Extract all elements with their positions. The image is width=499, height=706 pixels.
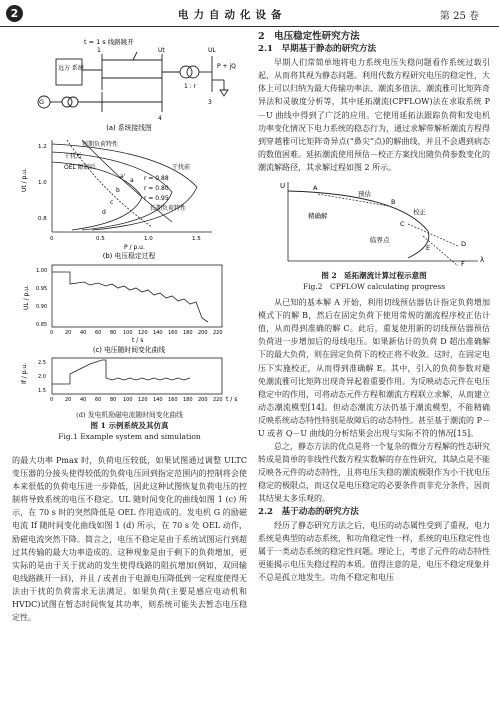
r-label-3: r = 0.95 <box>144 195 169 202</box>
c-ytick: 0.85 <box>36 322 48 328</box>
b-xtick: 0 <box>50 236 54 242</box>
c-xtick: 200 <box>198 330 208 336</box>
section-2-title: 2 电压稳定性研究方法 <box>258 31 360 42</box>
fig2-predict-label: 预估 <box>358 190 371 199</box>
c-xtick: 160 <box>168 330 178 336</box>
b-xtick: 1.0 <box>144 236 153 242</box>
d-xtick: 20 <box>65 397 72 403</box>
journal-title: 电力自动化设备 <box>178 9 287 21</box>
section-2-2-title: 2.2 基于动态的研究方法 <box>258 506 359 517</box>
point-b: b <box>116 187 120 194</box>
node-4-label: 4 <box>158 115 162 122</box>
fig2-point-c: C <box>400 220 405 229</box>
fig2-point-e: E <box>426 244 431 253</box>
c-xtick: 20 <box>65 330 72 336</box>
d-xtick: 220 <box>213 397 223 403</box>
fig2-exact-label: 精确解 <box>308 212 328 221</box>
right-paragraph-3: 经历了静态研究方法之后，电压的动态属性受到了重视，电力系统是典型的动态系统，和功角稳定性一样，系统的电压稳定性也属于一类动态系统的稳定性问题。理论上，考虑了元件的动态特性更能揭示电压失稳过程的本质。值得注意的是，电压不稳定现象并不总是孤立地发生。功角不稳定和电压 <box>258 520 490 582</box>
section-2-1-title: 2.1 早期基于静态的研究方法 <box>258 44 377 55</box>
volume-label: 第 25 卷 <box>439 11 479 22</box>
d-xtick: 140 <box>153 397 163 403</box>
subfig-b-caption: (b) 电压稳定过程 <box>102 252 156 260</box>
figure-2-caption-en: Fig.2 CPFLOW calculating progress <box>302 282 446 292</box>
fig2-point-f: F <box>461 260 465 269</box>
figure-1-graphics <box>12 32 247 410</box>
point-a: a <box>130 177 134 184</box>
d-xtick: 120 <box>138 397 148 403</box>
d-xtick: 200 <box>198 397 208 403</box>
left-paragraph: 的最大功率 Pmax 时，负荷电压较低，如果试图通过调整 ULTC 变压器的分接头使得较低的负荷电压回到指定范围内的控制将会使本来很低的负荷电压进一步降低，因此这种试图恢复负荷电压的控制将导致系统的电压不稳定。UL 随时间变化的曲线如图 1 (c) 所示，在 70 s 时的突然降低是 OEL 作用造成的。发电机 G 的励磁电流 If 随时间变化曲线如图 1 (d) 所示，在 70 s 处 OEL 动作，励磁电流突然下降。简言之，电压不稳定是由于系统试图运行到超过其传输的最大功率造成的。这种现象是由于剩下的负荷增加，更实际的是由于关于扰动的发生使得线路的阻抗增加(例如，双回输电线路跳开一回)，并且 / 或者由于电源电压降低到一定程度使得无法由干扰的负荷需求无法满足。如果负荷(主要是感应电动机和 HVDC)试图在暂态时间恢复其功率，则系统可能失去暂态电压稳定性。 <box>12 456 247 623</box>
c-xticks <box>36 268 223 336</box>
c-xtick: 100 <box>123 330 133 336</box>
ann-long-term: 长期负荷特性 <box>150 205 187 212</box>
fig2-correct-label: 校正 <box>413 208 426 217</box>
generator-label: G <box>39 98 45 106</box>
ann-short-term: 短期负荷特性 <box>82 141 119 148</box>
c-xlabel: t / s <box>132 337 144 344</box>
c-ytick: 0.95 <box>36 286 48 292</box>
node-1-label: 1 <box>97 47 101 54</box>
c-xtick: 40 <box>80 330 87 336</box>
c-xtick: 80 <box>110 330 117 336</box>
d-xtick: 80 <box>110 397 117 403</box>
b-ytick: 1.2 <box>38 144 47 150</box>
c-xtick: 0 <box>50 330 54 336</box>
ann-oel-limit: OEL 限制后 <box>64 164 96 171</box>
figure-1-caption-en: Fig.1 Example system and simulation <box>58 432 201 441</box>
fig2-point-b: B <box>391 198 396 207</box>
point-d: d <box>102 209 106 216</box>
d-ytick: 2.0 <box>38 374 46 380</box>
figure-2-graphics <box>258 176 490 270</box>
ut-label: Ut <box>158 47 165 54</box>
c-xtick: 220 <box>213 330 223 336</box>
right-paragraph-1: 从已知的基本解 A 开始，利用切线预估器估计指定负荷增加模式下的解 B，然后在固定负荷下使用常规的潮流程序校正估计值，从而得到准确的解 C。此后，重复使用新的切线预估器预估负荷进一步增加后的母线电压。如果新估计的负荷 D 超出准确解下的最大负荷，则在固定负荷下的校正将不收敛。这时，在固定电压下实施校正，从而得到准确解 E。其中，引入的负荷参数对避免潮流雅可比矩阵出现奇异起着重要作用。为反映动态元件在电压稳定中的作用，可将动态元件方程和潮流方程联立求解，从而建立动态潮流模型[14]。但动态潮流方法仍基于潮流模型，不能精确反映系统动态特性特别是故障后的动态特性。甚至基于潮流的 P－U 或者 Q－U 曲线的分析结果会出现与实际不符的情况[15]。 <box>258 298 490 438</box>
system-diagram <box>38 52 228 112</box>
r-label-2: r = 0.80 <box>144 185 169 192</box>
section-2-1-paragraph: 早期人们常简单地将电力系统电压失稳问题看作系统过载引起，从而将其视为静态问题。利用代数方程研究电压的稳定性，大体上可以归纳为最大传输功率法、潮流多值法、潮流雅可比矩阵奇异法和灵敏度分析等，其中延拓潮流(CPFLOW)法在求取系统 P－U 曲线中得到了广泛的应用。它使用延拓法跟踪负荷和发电机功率变化情况下电力系统的稳态行为，通过求解带解析潮流方程得到穿越雅可比矩阵奇异点(“鼻尖”点)的解曲线，并且不会遇到病态的数值困难。延拓潮流使用预估－校正方案找出随负荷参数变化的潮流解路径，其求解过程如图 2 所示。 <box>258 58 490 172</box>
b-xtick: 0.5 <box>96 236 105 242</box>
c-ytick: 1.00 <box>36 268 48 274</box>
ann-after-disturbance: 干扰后 <box>64 153 83 160</box>
d-ytick: 2.5 <box>38 360 46 366</box>
d-xlabel: t / s <box>226 396 238 403</box>
figure-1-caption-cn: 图 1 示例系统及其仿真 <box>90 421 169 430</box>
excitation-current-plot <box>52 358 222 394</box>
load-power-label: P + jQ <box>217 63 236 70</box>
d-xtick: 160 <box>168 397 178 403</box>
c-ylabel: UL / p.u. <box>23 285 30 310</box>
d-ylabel: If / p.u. <box>21 362 28 384</box>
b-ytick: 0.8 <box>38 216 47 222</box>
subfig-a-caption: (a) 系统接线图 <box>106 124 152 132</box>
fig2-point-d: D <box>461 240 467 249</box>
b-xlabel: P / p.u. <box>124 244 145 251</box>
d-ticks <box>38 360 223 403</box>
d-xtick: 0 <box>50 397 54 403</box>
b-ytick: 1.0 <box>38 180 47 186</box>
d-ytick: 1.5 <box>38 388 46 394</box>
fig2-critical-label: 临界点 <box>370 236 390 245</box>
remote-system-label: 远方 系统 <box>58 65 84 72</box>
page-number: 2 <box>6 5 23 22</box>
ul-label: UL <box>208 47 216 54</box>
right-column <box>258 30 490 584</box>
c-xtick: 60 <box>95 330 102 336</box>
d-xtick: 180 <box>183 397 193 403</box>
b-ylabel: Ut / p.u. <box>21 167 28 192</box>
right-paragraph-2: 总之，静态方法的优点是将一个复杂的微分方程解的性态研究转成是简单的非线性代数方程实数解的存在性研究，其缺点是不能反映各元件的动态特性，且将电压失稳的潮流极限作为小干扰电压稳定的极限点，而这仅是电压稳定的必要条件而非充分条件，因而其结果太多乐观的。 <box>258 442 490 504</box>
fig2-lambda-label: λ <box>480 256 485 265</box>
r-label-1: r = 0.88 <box>144 175 169 182</box>
ratio-label: 1 : r <box>184 83 197 90</box>
node-3-label: 3 <box>208 99 212 106</box>
c-xtick: 120 <box>138 330 148 336</box>
d-xtick: 60 <box>95 397 102 403</box>
figure-2-caption-cn: 图 2 延拓潮流计算过程示意图 <box>321 271 427 281</box>
c-xtick: 180 <box>183 330 193 336</box>
point-a-prime: a' <box>120 173 126 180</box>
d-xtick: 40 <box>80 397 87 403</box>
subfig-d-caption: (d) 发电机励磁电流随时间变化曲线 <box>76 411 183 419</box>
left-body-text <box>12 454 247 624</box>
c-xtick: 140 <box>153 330 163 336</box>
page-header <box>0 0 499 27</box>
fig2-point-a: A <box>313 184 318 193</box>
point-c: c <box>110 199 114 206</box>
c-ytick: 0.90 <box>36 304 48 310</box>
figure-1 <box>12 32 247 442</box>
line-trip-label: t = 1 s 线路跳开 <box>84 38 134 46</box>
subfig-c-caption: (c) 电压随时间变化曲线 <box>92 346 166 354</box>
d-xtick: 100 <box>123 397 133 403</box>
voltage-time-plot <box>52 265 222 327</box>
b-xtick: 1.5 <box>192 236 201 242</box>
ann-before-disturbance: 干扰前 <box>172 164 191 171</box>
fig2-u-label: U <box>280 182 286 191</box>
